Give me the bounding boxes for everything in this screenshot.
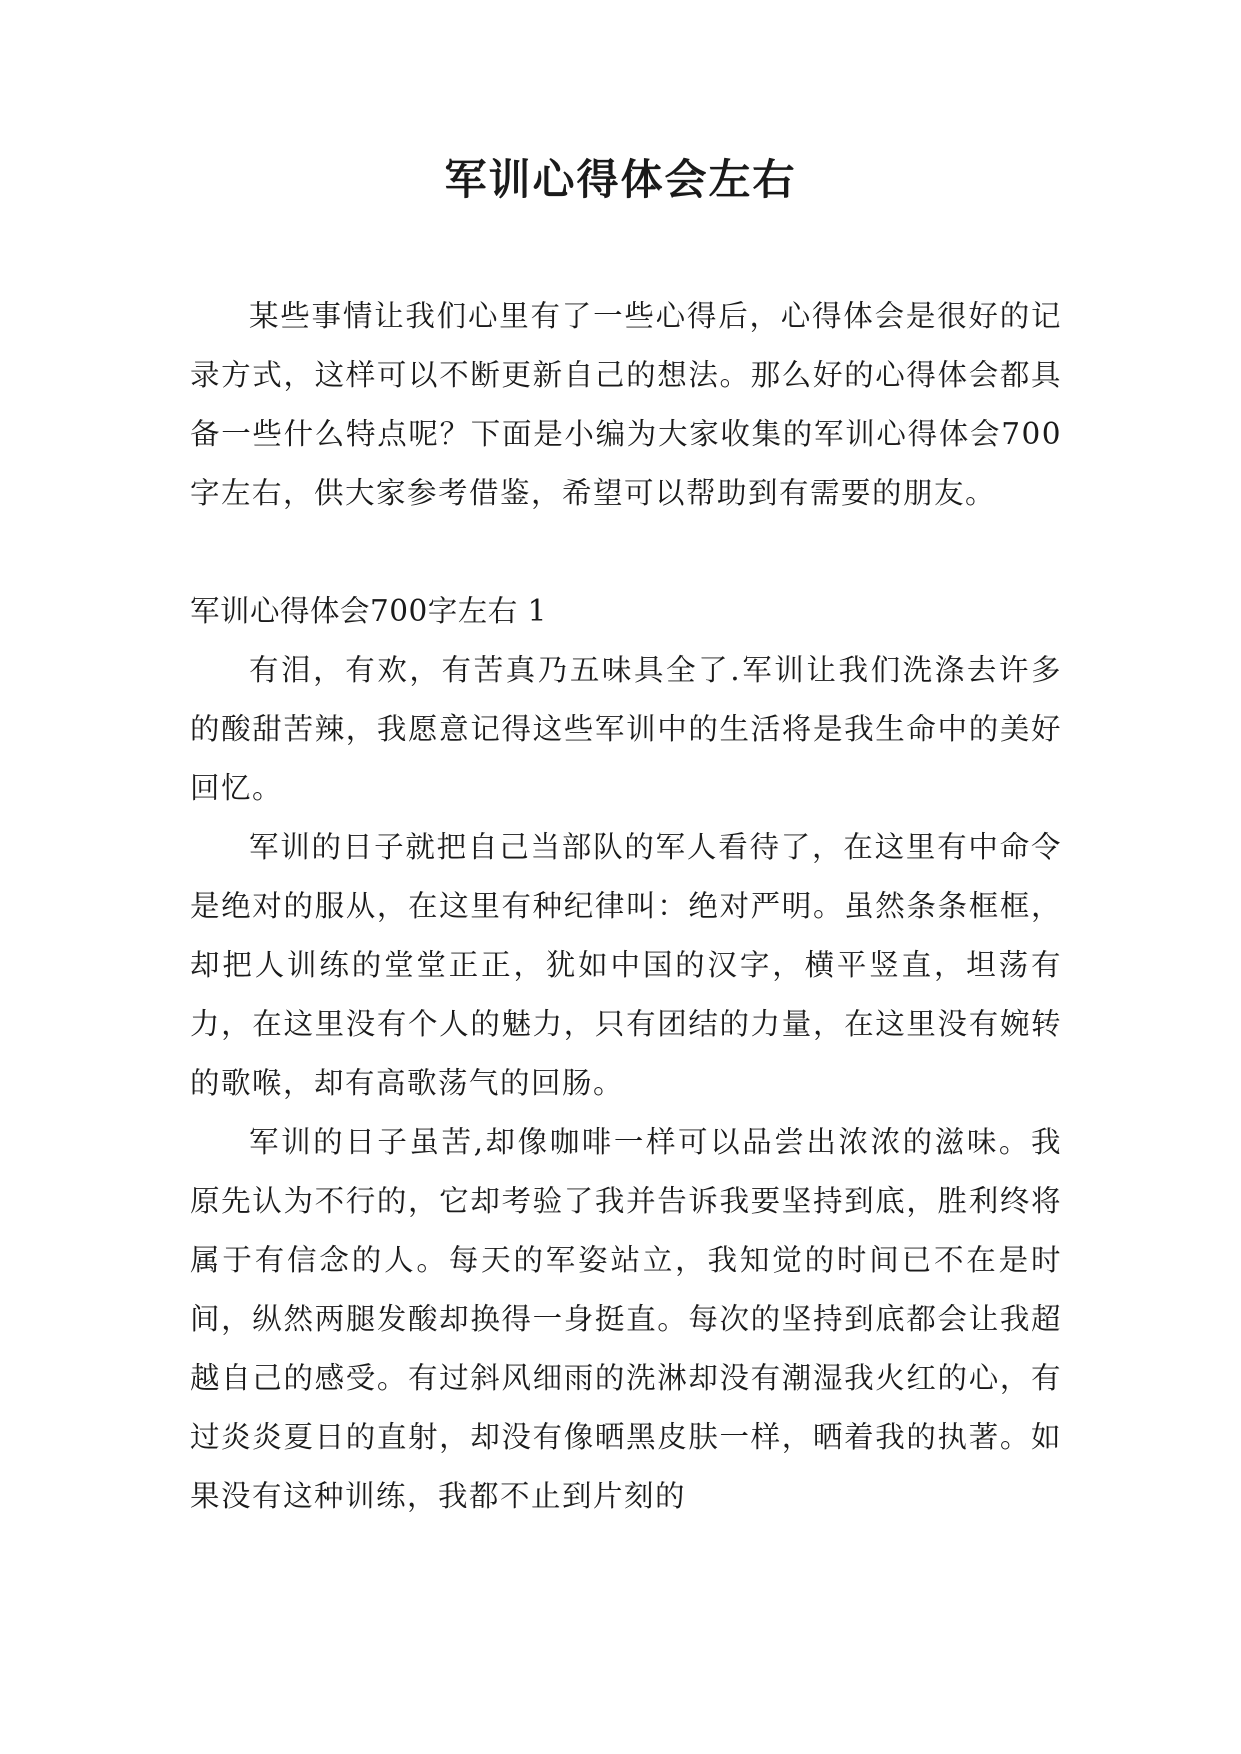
section-gap [190,523,1062,582]
document-title: 军训心得体会左右 [444,155,797,204]
intro-paragraph: 某些事情让我们心里有了一些心得后，心得体会是很好的记录方式，这样可以不断更新自己的想法。那么好的心得体会都具备一些什么特点呢？下面是小编为大家收集的军训心得体会700字左右，供大家参考借鉴，希望可以帮助到有需要的朋友。 [190,299,1062,510]
document-body [190,287,1062,1526]
section-heading: 军训心得体会700字左右 1 [190,594,547,628]
body-paragraph-2: 军训的日子就把自己当部队的军人看待了，在这里有中命令是绝对的服从，在这里有种纪律叫：绝对严明。虽然条条框框，却把人训练的堂堂正正，犹如中国的汉字，横平竖直，坦荡有力，在这里没有个人的魅力，只有团结的力量，在这里没有婉转的歌喉，却有高歌荡气的回肠。 [190,830,1062,1100]
body-paragraph-1: 有泪，有欢，有苦真乃五味具全了.军训让我们洗涤去许多的酸甜苦辣，我愿意记得这些军训中的生活将是我生命中的美好回忆。 [190,653,1062,805]
body-paragraph-3: 军训的日子虽苦,却像咖啡一样可以品尝出浓浓的滋味。我原先认为不行的，它却考验了我并告诉我要坚持到底，胜利终将属于有信念的人。每天的军姿站立，我知觉的时间已不在是时间，纵然两腿发酸却换得一身挺直。每次的坚持到底都会让我超越自己的感受。有过斜风细雨的洗淋却没有潮湿我火红的心，有过炎炎夏日的直射，却没有像晒黑皮肤一样，晒着我的执著。如果没有这种训练，我都不止到片刻的 [190,1125,1062,1513]
